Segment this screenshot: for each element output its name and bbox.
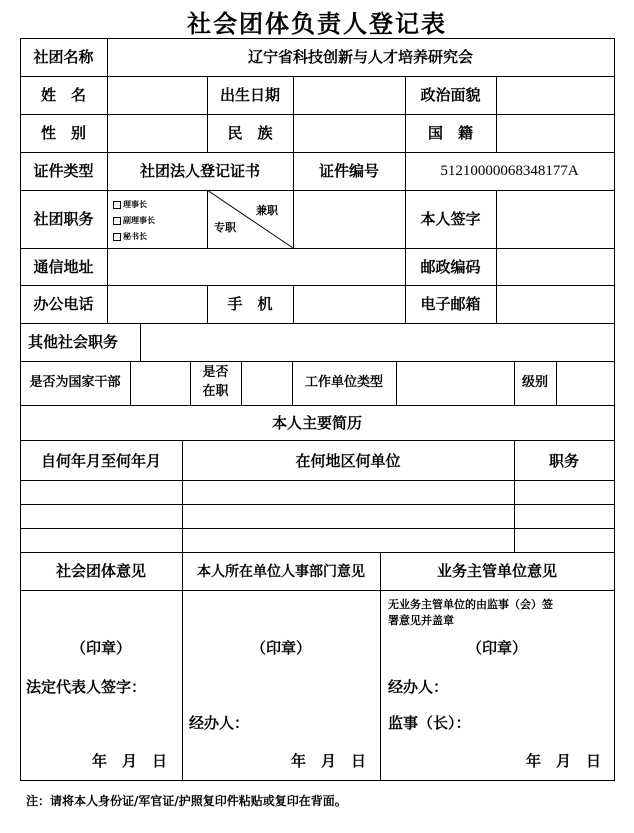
position-label: 社团职务 [33,210,94,228]
org-opinion-title: 社会团体意见 [55,562,146,580]
resume-title: 本人主要简历 [271,414,362,432]
seal-3: （印章） [466,639,527,657]
other-positions-label: 其他社会职务 [28,333,119,351]
office-phone-label: 办公电话 [33,295,94,313]
birth-date-label: 出生日期 [219,86,280,104]
gender-label: 性 别 [40,124,86,142]
cert-number-value: 51210000068348177A [440,163,579,179]
seal-2: （印章） [250,639,311,657]
name-label: 姓 名 [40,86,86,104]
supervisor-note-line2: 署意见并盖章 [388,614,454,627]
form-title: 社会团体负责人登记表 [187,10,447,38]
handler-label-3: 经办人： [388,678,449,696]
hr-opinion-title: 本人所在单位人事部门意见 [197,564,365,580]
handler-label-2: 经办人： [189,714,250,732]
legal-rep-signature-label: 法定代表人签字： [26,678,147,696]
in-office-label-2: 在职 [202,384,229,399]
supervisor-note-line1: 无业务主管单位的由监事（会）签 [388,598,553,611]
nationality-label: 国 籍 [427,124,473,142]
resume-duty-header: 职务 [548,452,579,470]
resume-period-header: 自何年月至何年月 [40,452,161,470]
supervisor-label: 监事（长）： [388,714,471,732]
political-status-label: 政治面貌 [420,86,481,104]
address-label: 通信地址 [33,258,94,276]
option-secretary-general[interactable]: 秘书长 [113,228,147,246]
resume-unit-header: 在何地区何单位 [295,452,401,470]
part-time-label: 兼职 [256,204,278,217]
seal-1: （印章） [70,639,131,657]
in-office-label-1: 是否 [202,365,229,380]
option-chairman[interactable]: 理事长 [113,196,147,214]
full-time-label: 专职 [214,221,236,234]
email-label: 电子邮箱 [420,295,481,313]
checkbox-icon [113,233,121,241]
signature-label: 本人签字 [420,210,481,228]
cert-type-label: 证件类型 [33,162,94,180]
org-name-label: 社团名称 [33,48,94,66]
cert-type-value: 社团法人登记证书 [139,162,260,180]
option-vice-chairman[interactable]: 副理事长 [113,212,155,230]
org-name-value: 辽宁省科技创新与人才培养研究会 [247,48,473,66]
work-unit-type-label: 工作单位类型 [304,375,383,390]
supervisor-opinion-title: 业务主管单位意见 [436,562,557,580]
ethnicity-label: 民 族 [227,124,273,142]
mobile-label: 手 机 [227,295,273,313]
date-1: 年 月 日 [92,752,168,770]
date-3: 年 月 日 [526,752,602,770]
postcode-label: 邮政编码 [420,258,481,276]
cert-number-label: 证件编号 [318,162,379,180]
checkbox-icon [113,201,121,209]
date-2: 年 月 日 [291,752,367,770]
checkbox-icon [113,217,121,225]
level-label: 级别 [521,375,548,390]
state-cadre-label: 是否为国家干部 [29,375,121,390]
footnote: 注：请将本人身份证/军官证/护照复印件粘贴或复印在背面。 [26,794,347,808]
